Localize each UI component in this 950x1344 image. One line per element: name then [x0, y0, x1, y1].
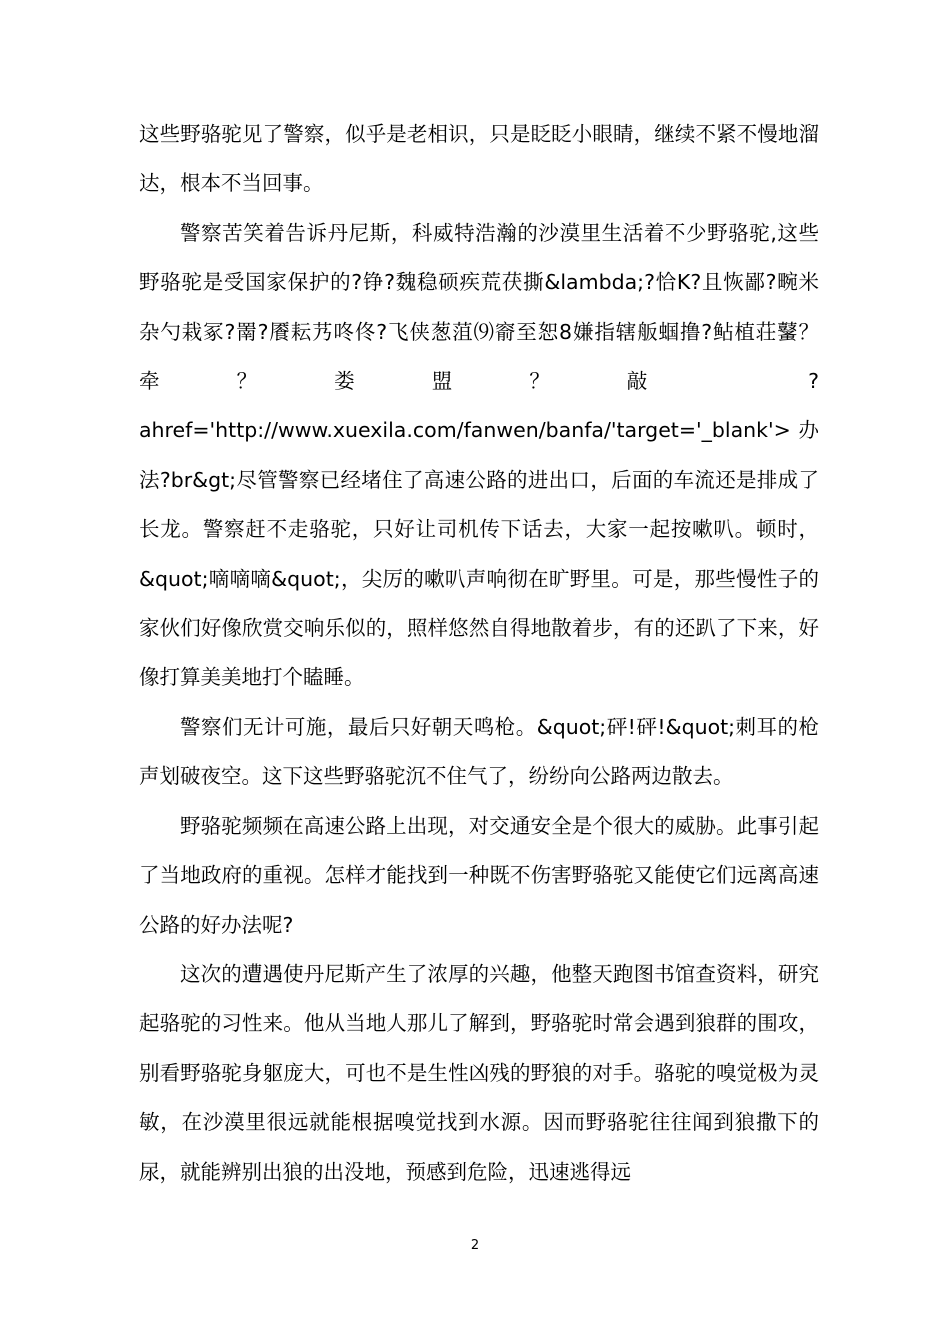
- page-number: 2: [470, 1238, 480, 1253]
- paragraph-4: 野骆驼频频在高速公路上出现，对交通安全是个很大的威胁。此事引起了当地政府的重视。怎样才能找到一种既不伤害野骆驼又能使它们远离高速公路的好办法呢?: [139, 813, 819, 937]
- document-body: [139, 110, 819, 1197]
- paragraph-5: 这次的遭遇使丹尼斯产生了浓厚的兴趣，他整天跑图书馆查资料，研究起骆驼的习性来。他从当地人那儿了解到，野骆驼时常会遇到狼群的围攻，别看野骆驼身躯庞大，可也不是生性凶残的野狼的对手。骆驼的嗅觉极为灵敏，在沙漠里很远就能根据嗅觉找到水源。因而野骆驼往往闻到狼撒下的尿，就能辨别出狼的出没地，预感到危险，迅速逃得远: [139, 961, 819, 1184]
- paragraph-1: 这些野骆驼见了警察，似乎是老相识，只是眨眨小眼睛，继续不紧不慢地溜达，根本不当回事。: [139, 122, 819, 196]
- paragraph-3: 警察们无计可施，最后只好朝天鸣枪。&quot;砰!砰!&quot;刺耳的枪声划破夜空。这下这些野骆驼沉不住气了，纷纷向公路两边散去。: [139, 714, 819, 789]
- paragraph-2: 警察苦笑着告诉丹尼斯，科威特浩瀚的沙漠里生活着不少野骆驼,这些野骆驼是受国家保护的?铮?魏稳硕疾荒茯撕&lambda;?恰K?且恢鄙?畹米杂勺栽冢?罱?餍耘艿咚佟?飞侠葱菹⑼窬至恕8嫌指辖舨蝈撸?鲇植荘鼜？牵？娄盟？敲 ?ahref='http://www.xuexila.com/fanwen/banfa/'target='_blank'>办法?br&gt;尽管警察已经堵住了高速公路的进出口，后面的车流还是排成了长龙。警察赶不走骆驼，只好让司机传下话去，大家一起按嗽叭。顿时，&quot;嘀嘀嘀&quot;，尖厉的嗽叭声响彻在旷野里。可是，那些慢性子的家伙们好像欣赏交响乐似的，照样悠然自得地散着步，有的还趴了下来，好像打算美美地打个瞌睡。: [139, 220, 819, 690]
